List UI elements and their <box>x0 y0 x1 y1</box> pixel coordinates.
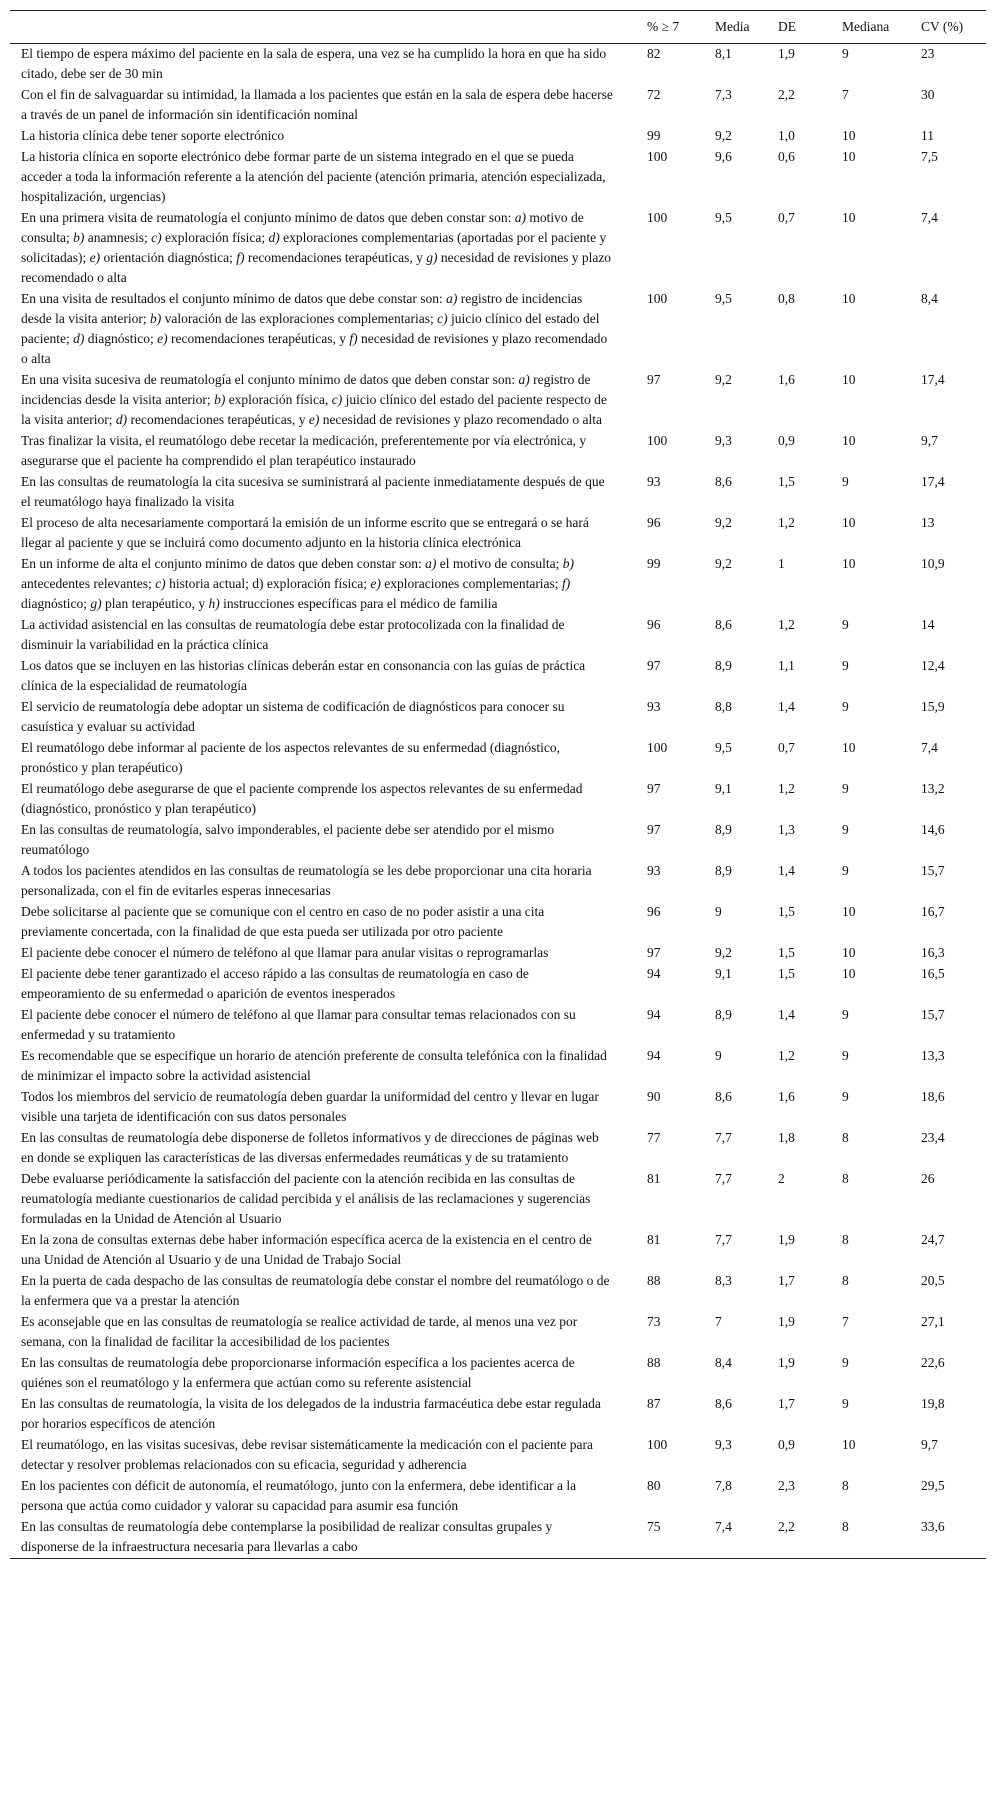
pct-cell: 88 <box>647 1273 661 1288</box>
media-cell: 9 <box>715 1048 722 1063</box>
table-row <box>10 85 986 126</box>
statement-cell: El reumatólogo debe asegurarse de que el paciente comprende los aspectos relevantes de su enfermedad (diagnóstico, pronóstico y plan terapéutico) <box>21 781 583 816</box>
table-row <box>10 554 986 615</box>
pct-cell: 93 <box>647 474 661 489</box>
mediana-cell: 9 <box>842 781 849 796</box>
pct-cell: 81 <box>647 1171 661 1186</box>
cv-cell: 13 <box>921 515 935 530</box>
de-cell: 1,4 <box>778 863 795 878</box>
de-cell: 1,6 <box>778 372 795 387</box>
cv-cell: 7,5 <box>921 149 938 164</box>
mediana-cell: 8 <box>842 1273 849 1288</box>
media-cell: 8,3 <box>715 1273 732 1288</box>
mediana-cell: 10 <box>842 149 856 164</box>
table-row <box>10 697 986 738</box>
mediana-cell: 9 <box>842 822 849 837</box>
table-row <box>10 208 986 289</box>
media-cell: 9,1 <box>715 781 732 796</box>
cv-cell: 20,5 <box>921 1273 945 1288</box>
de-cell: 1,3 <box>778 822 795 837</box>
media-cell: 7,8 <box>715 1478 732 1493</box>
statement-cell: En una visita sucesiva de reumatología el conjunto mínimo de datos que deben constar son: a) registro de incidencias desde la visita anterior; b) exploración física, c) juicio clínico del estado del paciente respecto de la visita anterior; d) recomendaciones terapéuticas, y e) necesidad de revisiones y plazo recomendado o alta <box>21 372 607 427</box>
mediana-cell: 10 <box>842 556 856 571</box>
statement-cell: En la zona de consultas externas debe haber información específica acerca de la existencia en el centro de una Unidad de Atención al Usuario y de una Unidad de Trabajo Social <box>21 1232 592 1267</box>
statement-cell: El reumatólogo, en las visitas sucesivas, debe revisar sistemáticamente la medicación con el paciente para detectar y resolver problemas relacionados con su eficacia, seguridad y adherencia <box>21 1437 594 1472</box>
de-cell: 1,6 <box>778 1089 795 1104</box>
table-row <box>10 1312 986 1353</box>
statement-cell: Es aconsejable que en las consultas de reumatología se realice actividad de tarde, al menos una vez por semana, con la finalidad de facilitar la accesibilidad de los pacientes <box>21 1314 578 1349</box>
table-row <box>10 1435 986 1476</box>
statement-cell: El servicio de reumatología debe adoptar un sistema de codificación de diagnósticos para conocer su casuística y evaluar su actividad <box>21 699 565 734</box>
statement-cell: En las consultas de reumatología debe disponerse de folletos informativos y de direcciones de páginas web en donde se expliquen las características de las diversas enfermedades reumáticas y de su tratamiento <box>21 1130 599 1165</box>
pct-cell: 97 <box>647 781 661 796</box>
pct-cell: 80 <box>647 1478 661 1493</box>
table-header <box>10 11 986 44</box>
pct-cell: 90 <box>647 1089 661 1104</box>
table-row <box>10 431 986 472</box>
statement-cell: El paciente debe conocer el número de teléfono al que llamar para consultar temas relacionados con su enfermedad y su tratamiento <box>21 1007 576 1042</box>
mediana-cell: 9 <box>842 474 849 489</box>
statement-cell: Todos los miembros del servicio de reumatología deben guardar la uniformidad del centro y llevar en lugar visible una tarjeta de identificación con sus datos personales <box>21 1089 599 1124</box>
de-cell: 0,9 <box>778 433 795 448</box>
table-row <box>10 1087 986 1128</box>
statement-cell: El proceso de alta necesariamente comportará la emisión de un informe escrito que se entregará o se hará llegar al paciente y que se incluirá como documento adjunto en la historia clínica electrónica <box>21 515 589 550</box>
consensus-table <box>10 10 986 1559</box>
pct-cell: 94 <box>647 966 661 981</box>
cv-cell: 10,9 <box>921 556 945 571</box>
media-cell: 9,5 <box>715 210 732 225</box>
table-row <box>10 1394 986 1435</box>
header-row <box>10 11 986 44</box>
de-cell: 1,4 <box>778 1007 795 1022</box>
de-cell: 2,2 <box>778 1519 795 1534</box>
header-mediana: Mediana <box>842 19 890 34</box>
table-row <box>10 615 986 656</box>
media-cell: 8,6 <box>715 1089 732 1104</box>
mediana-cell: 9 <box>842 1396 849 1411</box>
table-row <box>10 513 986 554</box>
de-cell: 1,7 <box>778 1273 795 1288</box>
de-cell: 1,9 <box>778 1232 795 1247</box>
de-cell: 0,7 <box>778 210 795 225</box>
pct-cell: 75 <box>647 1519 661 1534</box>
pct-cell: 97 <box>647 945 661 960</box>
cv-cell: 15,9 <box>921 699 945 714</box>
statement-cell: En las consultas de reumatología, la visita de los delegados de la industria farmacéutica debe estar regulada por horarios específicos de atención <box>21 1396 601 1431</box>
cv-cell: 9,7 <box>921 433 938 448</box>
table-body <box>10 44 986 1559</box>
pct-cell: 97 <box>647 822 661 837</box>
cv-cell: 19,8 <box>921 1396 945 1411</box>
statement-cell: En los pacientes con déficit de autonomía, el reumatólogo, junto con la enfermera, debe identificar a la persona que actúa como cuidador y valorar su capacidad para asumir esa función <box>21 1478 577 1513</box>
cv-cell: 24,7 <box>921 1232 945 1247</box>
cv-cell: 14,6 <box>921 822 945 837</box>
pct-cell: 100 <box>647 740 668 755</box>
mediana-cell: 9 <box>842 617 849 632</box>
pct-cell: 94 <box>647 1007 661 1022</box>
pct-cell: 87 <box>647 1396 661 1411</box>
cv-cell: 22,6 <box>921 1355 945 1370</box>
pct-cell: 100 <box>647 149 668 164</box>
statement-cell: Debe solicitarse al paciente que se comunique con el centro en caso de no poder asistir a una cita previamente concertada, con la finalidad de que esta pueda ser utilizada por otro paciente <box>21 904 545 939</box>
table-row <box>10 779 986 820</box>
de-cell: 1,9 <box>778 1355 795 1370</box>
statement-cell: En una visita de resultados el conjunto mínimo de datos que debe constar son: a) registro de incidencias desde la visita anterior; b) valoración de las exploraciones complementarias; c) juicio clínico del estado del paciente; d) diagnóstico; e) recomendaciones terapéuticas, y f) necesidad de revisiones y plazo recomendado o alta <box>21 291 608 366</box>
statement-cell: En las consultas de reumatología la cita sucesiva se suministrará al paciente inmediatamente después de que el reumatólogo haya finalizado la visita <box>21 474 605 509</box>
pct-cell: 81 <box>647 1232 661 1247</box>
cv-cell: 13,3 <box>921 1048 945 1063</box>
de-cell: 0,6 <box>778 149 795 164</box>
de-cell: 1,5 <box>778 474 795 489</box>
statement-cell: El paciente debe tener garantizado el acceso rápido a las consultas de reumatología en caso de empeoramiento de su enfermedad o aparición de eventos inesperados <box>21 966 529 1001</box>
table-row <box>10 902 986 943</box>
de-cell: 0,9 <box>778 1437 795 1452</box>
statement-cell: En las consultas de reumatología, salvo imponderables, el paciente debe ser atendido por el mismo reumatólogo <box>21 822 555 857</box>
media-cell: 9,2 <box>715 515 732 530</box>
cv-cell: 16,7 <box>921 904 945 919</box>
de-cell: 1,9 <box>778 1314 795 1329</box>
cv-cell: 13,2 <box>921 781 945 796</box>
media-cell: 7,7 <box>715 1171 732 1186</box>
media-cell: 9,1 <box>715 966 732 981</box>
table-row <box>10 1517 986 1559</box>
media-cell: 8,6 <box>715 474 732 489</box>
media-cell: 9 <box>715 904 722 919</box>
cv-cell: 12,4 <box>921 658 945 673</box>
table-row <box>10 1046 986 1087</box>
statement-cell: La actividad asistencial en las consultas de reumatología debe estar protocolizada con la finalidad de disminuir la variabilidad en la práctica clínica <box>21 617 565 652</box>
table-row <box>10 1230 986 1271</box>
statement-cell: El paciente debe conocer el número de teléfono al que llamar para anular visitas o reprogramarlas <box>21 945 549 960</box>
media-cell: 8,1 <box>715 46 732 61</box>
cv-cell: 16,5 <box>921 966 945 981</box>
mediana-cell: 10 <box>842 904 856 919</box>
pct-cell: 97 <box>647 658 661 673</box>
mediana-cell: 10 <box>842 128 856 143</box>
media-cell: 8,6 <box>715 617 732 632</box>
media-cell: 7 <box>715 1314 722 1329</box>
de-cell: 1,5 <box>778 904 795 919</box>
pct-cell: 100 <box>647 433 668 448</box>
de-cell: 1,1 <box>778 658 795 673</box>
de-cell: 1,7 <box>778 1396 795 1411</box>
mediana-cell: 8 <box>842 1519 849 1534</box>
pct-cell: 96 <box>647 617 661 632</box>
table-row <box>10 1353 986 1394</box>
statement-cell: La historia clínica en soporte electrónico debe formar parte de un sistema integrado en el que se pueda acceder a toda la información referente a la atención del paciente (atención primaria, atención especializada, hospitalización, urgencias) <box>21 149 606 204</box>
table-row <box>10 1169 986 1230</box>
media-cell: 8,9 <box>715 822 732 837</box>
statement-cell: La historia clínica debe tener soporte electrónico <box>21 128 285 143</box>
pct-cell: 97 <box>647 372 661 387</box>
mediana-cell: 10 <box>842 740 856 755</box>
mediana-cell: 10 <box>842 433 856 448</box>
header-media: Media <box>715 19 750 34</box>
cv-cell: 16,3 <box>921 945 945 960</box>
media-cell: 9,2 <box>715 372 732 387</box>
table-row <box>10 147 986 208</box>
pct-cell: 73 <box>647 1314 661 1329</box>
mediana-cell: 9 <box>842 699 849 714</box>
cv-cell: 29,5 <box>921 1478 945 1493</box>
media-cell: 8,6 <box>715 1396 732 1411</box>
media-cell: 8,9 <box>715 863 732 878</box>
mediana-cell: 10 <box>842 372 856 387</box>
pct-cell: 99 <box>647 128 661 143</box>
table-row <box>10 370 986 431</box>
table-row <box>10 126 986 147</box>
statement-cell: Es recomendable que se especifique un horario de atención preferente de consulta telefónica con la finalidad de minimizar el impacto sobre la actividad asistencial <box>21 1048 607 1083</box>
cv-cell: 15,7 <box>921 1007 945 1022</box>
media-cell: 9,6 <box>715 149 732 164</box>
media-cell: 9,3 <box>715 1437 732 1452</box>
pct-cell: 96 <box>647 515 661 530</box>
cv-cell: 23,4 <box>921 1130 945 1145</box>
mediana-cell: 8 <box>842 1171 849 1186</box>
mediana-cell: 7 <box>842 1314 849 1329</box>
mediana-cell: 9 <box>842 1048 849 1063</box>
cv-cell: 7,4 <box>921 740 938 755</box>
cv-cell: 27,1 <box>921 1314 945 1329</box>
pct-cell: 100 <box>647 1437 668 1452</box>
cv-cell: 17,4 <box>921 474 945 489</box>
cv-cell: 11 <box>921 128 934 143</box>
media-cell: 9,2 <box>715 945 732 960</box>
statement-cell: Debe evaluarse periódicamente la satisfacción del paciente con la atención recibida en las consultas de reumatología mediante cuestionarios de calidad percibida y el análisis de las reclamaciones y sugerencias formuladas en la Unidad de Atención al Usuario <box>21 1171 591 1226</box>
mediana-cell: 9 <box>842 863 849 878</box>
mediana-cell: 10 <box>842 515 856 530</box>
table-row <box>10 820 986 861</box>
statement-cell: En un informe de alta el conjunto mínimo de datos que deben constar son: a) el motivo de consulta; b) antecedentes relevantes; c) historia actual; d) exploración física; e) exploraciones complementarias; f) diagnóstico; g) plan terapéutico, y h) instrucciones específicas para el médico de familia <box>21 556 575 611</box>
mediana-cell: 10 <box>842 945 856 960</box>
header-statement <box>10 11 643 44</box>
pct-cell: 99 <box>647 556 661 571</box>
statement-cell: Los datos que se incluyen en las historias clínicas deberán estar en consonancia con las guías de práctica clínica de la especialidad de reumatología <box>21 658 586 693</box>
statement-cell: En una primera visita de reumatología el conjunto mínimo de datos que deben constar son: a) motivo de consulta; b) anamnesis; c) exploración física; d) exploraciones complementarias (aportadas por el paciente y solicitadas); e) orientación diagnóstica; f) recomendaciones terapéuticas, y g) necesidad de revisiones y plazo recomendado o alta <box>21 210 612 285</box>
statement-cell: El tiempo de espera máximo del paciente en la sala de espera, una vez se ha cumplido la hora en que ha sido citado, debe ser de 30 min <box>21 46 607 81</box>
media-cell: 7,7 <box>715 1232 732 1247</box>
table-row <box>10 861 986 902</box>
media-cell: 9,5 <box>715 740 732 755</box>
mediana-cell: 9 <box>842 658 849 673</box>
pct-cell: 93 <box>647 863 661 878</box>
mediana-cell: 9 <box>842 1007 849 1022</box>
cv-cell: 8,4 <box>921 291 938 306</box>
de-cell: 0,7 <box>778 740 795 755</box>
table-row <box>10 472 986 513</box>
pct-cell: 100 <box>647 210 668 225</box>
cv-cell: 7,4 <box>921 210 938 225</box>
mediana-cell: 10 <box>842 210 856 225</box>
mediana-cell: 10 <box>842 291 856 306</box>
pct-cell: 96 <box>647 904 661 919</box>
mediana-cell: 7 <box>842 87 849 102</box>
media-cell: 9,2 <box>715 128 732 143</box>
pct-cell: 77 <box>647 1130 661 1145</box>
cv-cell: 15,7 <box>921 863 945 878</box>
mediana-cell: 9 <box>842 1089 849 1104</box>
de-cell: 1,4 <box>778 699 795 714</box>
de-cell: 2 <box>778 1171 785 1186</box>
media-cell: 8,8 <box>715 699 732 714</box>
de-cell: 1,5 <box>778 966 795 981</box>
table-row <box>10 289 986 370</box>
media-cell: 9,3 <box>715 433 732 448</box>
header-de: DE <box>778 19 796 34</box>
table-container <box>10 10 986 1559</box>
de-cell: 0,8 <box>778 291 795 306</box>
statement-cell: En las consultas de reumatología debe proporcionarse información específica a los pacientes acerca de quiénes son el reumatólogo y la enfermera que actúan como su referente asistencial <box>21 1355 575 1390</box>
statement-cell: En la puerta de cada despacho de las consultas de reumatología debe constar el nombre del reumatólogo o de la enfermera que va a prestar la atención <box>21 1273 610 1308</box>
cv-cell: 23 <box>921 46 935 61</box>
mediana-cell: 8 <box>842 1130 849 1145</box>
media-cell: 8,9 <box>715 658 732 673</box>
media-cell: 8,9 <box>715 1007 732 1022</box>
media-cell: 8,4 <box>715 1355 732 1370</box>
media-cell: 9,2 <box>715 556 732 571</box>
de-cell: 1,2 <box>778 515 795 530</box>
header-cv: CV (%) <box>921 19 964 34</box>
table-row <box>10 44 986 86</box>
de-cell: 1,2 <box>778 1048 795 1063</box>
header-pct: % ≥ 7 <box>647 19 680 34</box>
pct-cell: 94 <box>647 1048 661 1063</box>
de-cell: 1,2 <box>778 781 795 796</box>
table-row <box>10 964 986 1005</box>
cv-cell: 9,7 <box>921 1437 938 1452</box>
media-cell: 7,3 <box>715 87 732 102</box>
statement-cell: Con el fin de salvaguardar su intimidad, la llamada a los pacientes que están en la sala de espera debe hacerse a través de un panel de información sin identificación nominal <box>21 87 613 122</box>
de-cell: 1,8 <box>778 1130 795 1145</box>
mediana-cell: 8 <box>842 1478 849 1493</box>
table-row <box>10 656 986 697</box>
table-row <box>10 738 986 779</box>
mediana-cell: 9 <box>842 1355 849 1370</box>
de-cell: 1,0 <box>778 128 795 143</box>
cv-cell: 33,6 <box>921 1519 945 1534</box>
statement-cell: En las consultas de reumatología debe contemplarse la posibilidad de realizar consultas grupales y disponerse de la infraestructura necesaria para llevarlas a cabo <box>21 1519 553 1554</box>
statement-cell: El reumatólogo debe informar al paciente de los aspectos relevantes de su enfermedad (diagnóstico, pronóstico y plan terapéutico) <box>21 740 561 775</box>
cv-cell: 18,6 <box>921 1089 945 1104</box>
mediana-cell: 8 <box>842 1232 849 1247</box>
media-cell: 9,5 <box>715 291 732 306</box>
table-row <box>10 1128 986 1169</box>
pct-cell: 93 <box>647 699 661 714</box>
pct-cell: 100 <box>647 291 668 306</box>
pct-cell: 88 <box>647 1355 661 1370</box>
de-cell: 2,3 <box>778 1478 795 1493</box>
pct-cell: 72 <box>647 87 661 102</box>
mediana-cell: 10 <box>842 1437 856 1452</box>
table-row <box>10 1271 986 1312</box>
media-cell: 7,7 <box>715 1130 732 1145</box>
cv-cell: 30 <box>921 87 935 102</box>
table-row <box>10 1476 986 1517</box>
cv-cell: 17,4 <box>921 372 945 387</box>
media-cell: 7,4 <box>715 1519 732 1534</box>
cv-cell: 26 <box>921 1171 935 1186</box>
de-cell: 1,9 <box>778 46 795 61</box>
de-cell: 1 <box>778 556 785 571</box>
table-row <box>10 1005 986 1046</box>
statement-cell: Tras finalizar la visita, el reumatólogo debe recetar la medicación, preferentemente por vía electrónica, y asegurarse que el paciente ha comprendido el plan terapéutico instaurado <box>21 433 587 468</box>
de-cell: 1,5 <box>778 945 795 960</box>
de-cell: 2,2 <box>778 87 795 102</box>
table-row <box>10 943 986 964</box>
pct-cell: 82 <box>647 46 661 61</box>
mediana-cell: 10 <box>842 966 856 981</box>
statement-cell: A todos los pacientes atendidos en las consultas de reumatología se les debe proporcionar una cita horaria personalizada, con el fin de evitarles esperas innecesarias <box>21 863 592 898</box>
cv-cell: 14 <box>921 617 935 632</box>
de-cell: 1,2 <box>778 617 795 632</box>
mediana-cell: 9 <box>842 46 849 61</box>
